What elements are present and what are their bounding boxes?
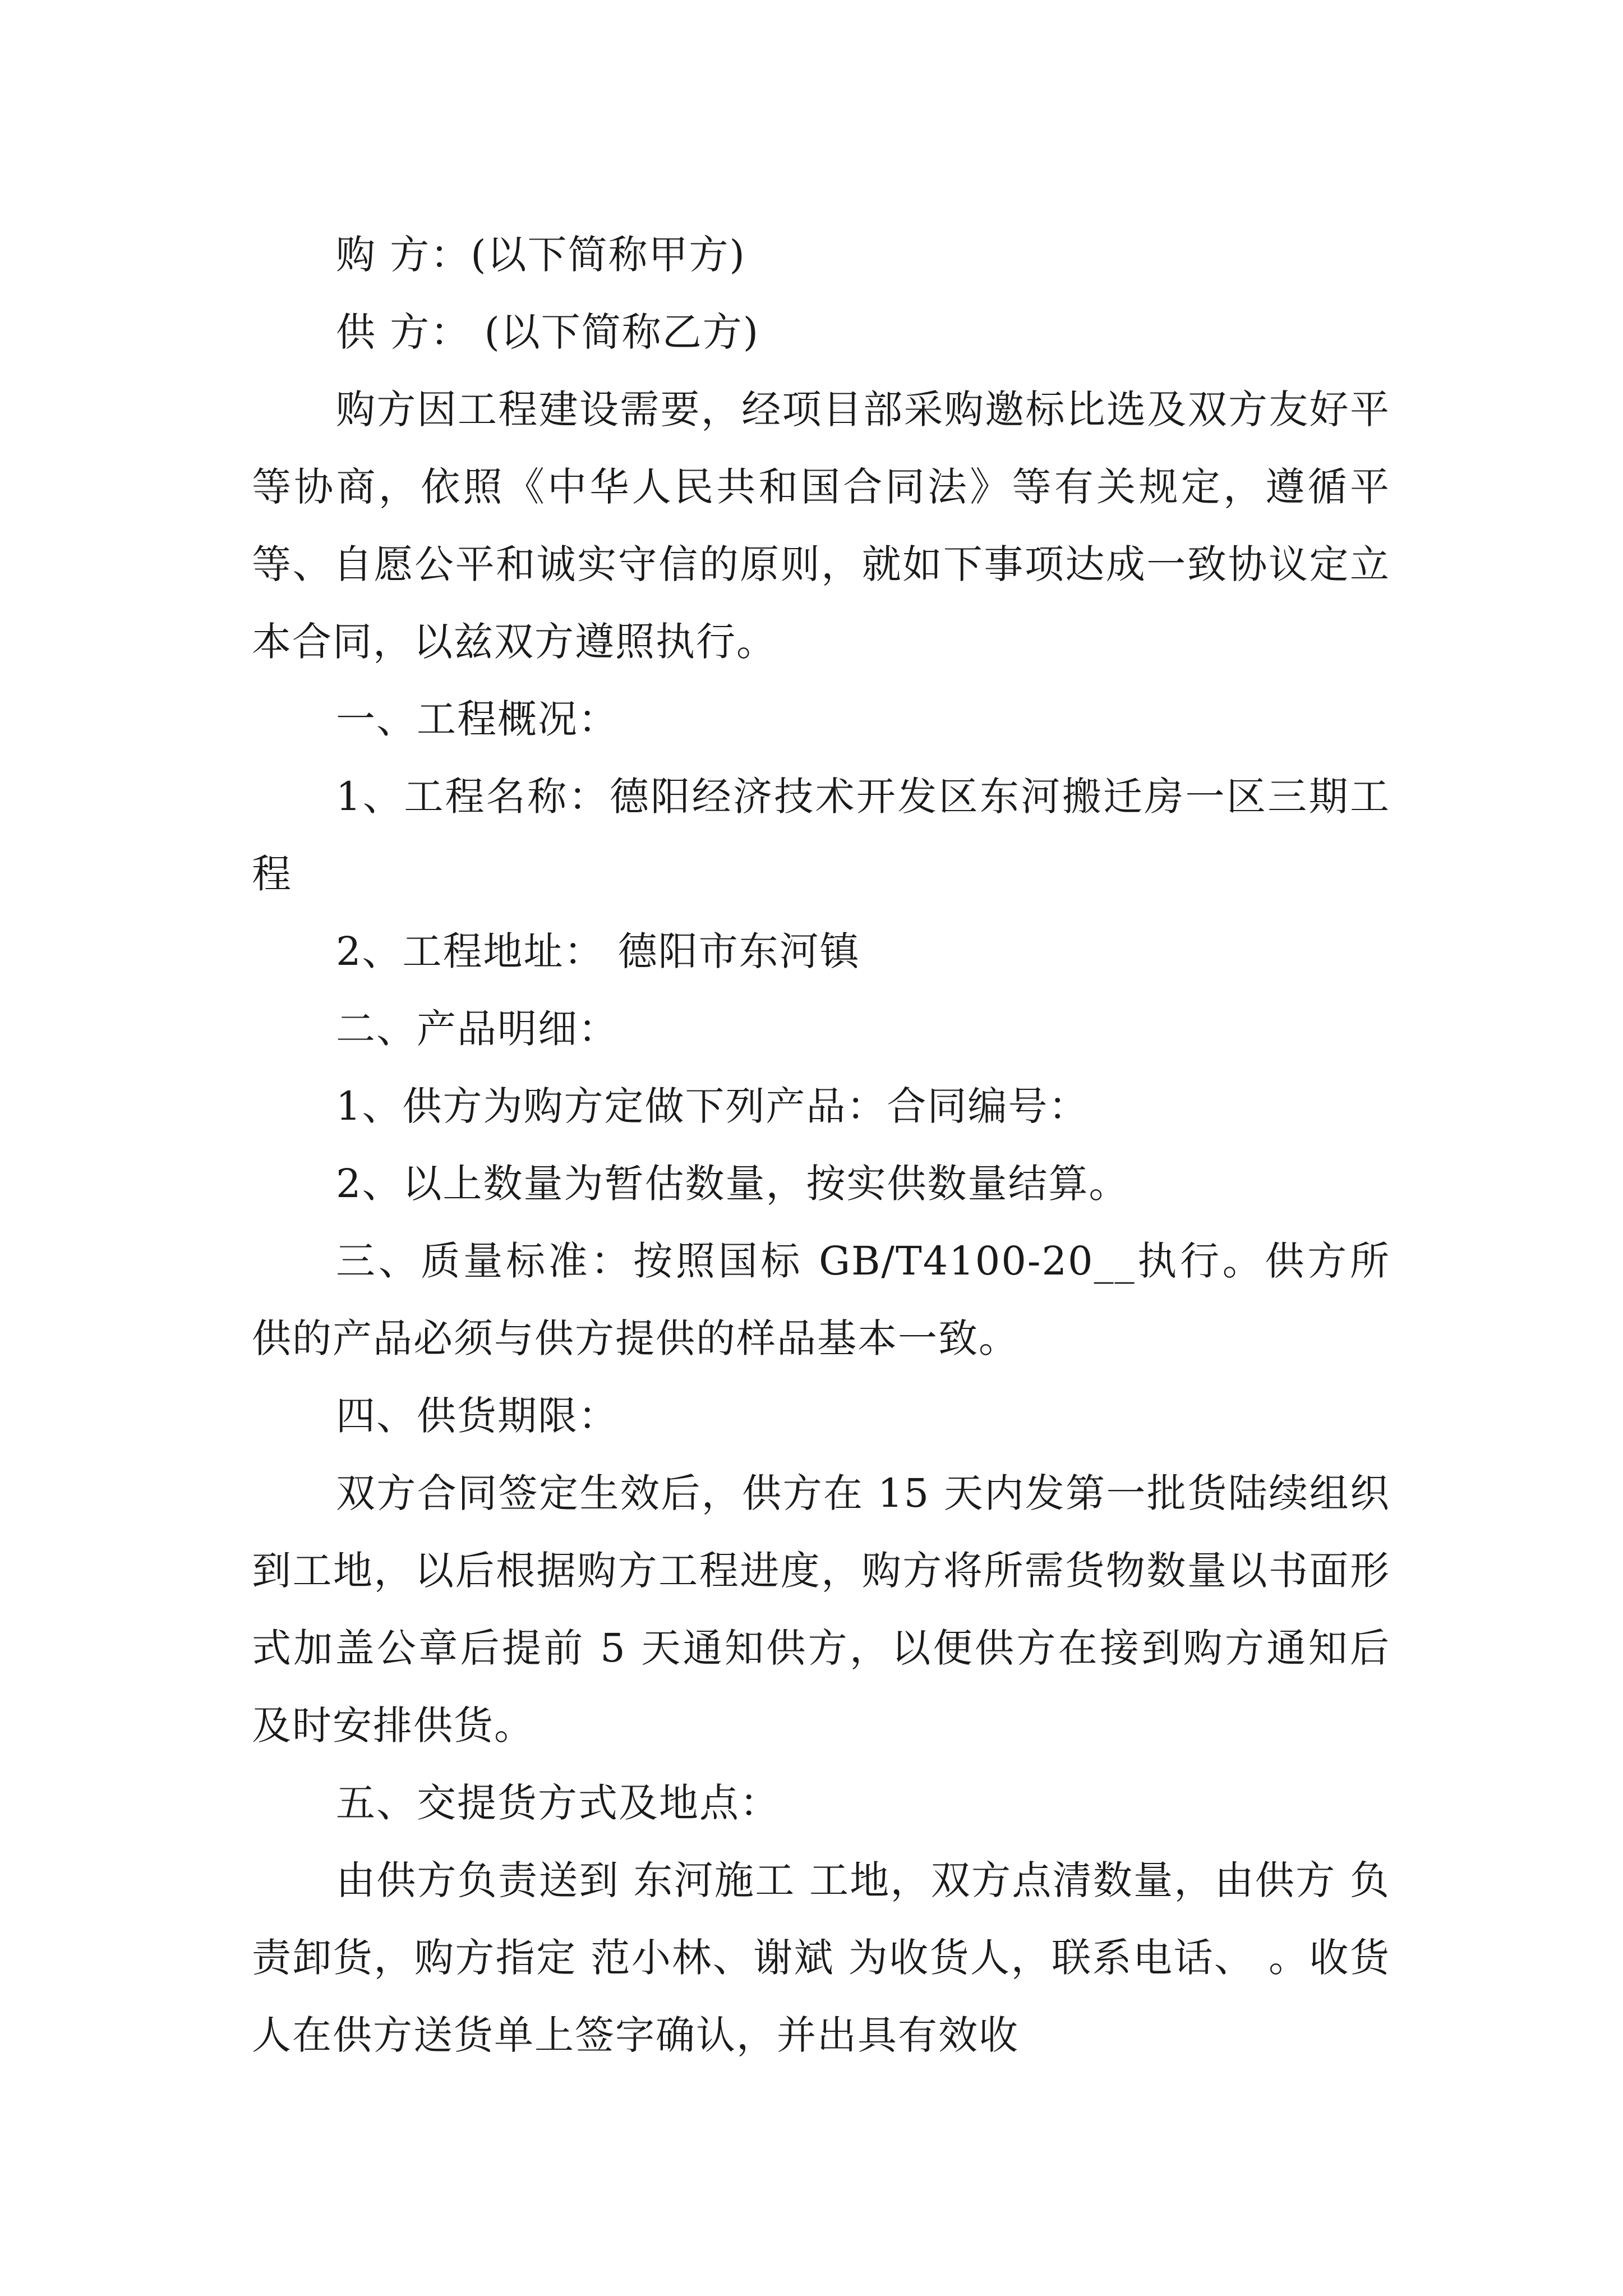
project-address-paragraph: 2、工程地址： 德阳市东河镇 [336,928,860,974]
section-heading-delivery-period: 四、供货期限： [336,1393,619,1439]
section-heading-product-details: 二、产品明细： [336,1006,619,1052]
delivery-method-paragraph: 由供方负责送到 东河施工 工地，双方点清数量，由供方 负责卸货，购方指定 范小林、谢斌 为收货人，联系电话、 。收货人在供方送货单上签字确认，并出具有效收 [252,1857,1390,2058]
project-name-paragraph: 1、工程名称：德阳经济技术开发区东河搬迁房一区三期工程 [252,774,1390,897]
quality-standard-paragraph: 三、质量标准：按照国标 GB/T4100-20__执行。供方所供的产品必须与供方提供的样品基本一致。 [252,1238,1390,1361]
product-list-paragraph: 1、供方为购方定做下列产品：合同编号： [336,1083,1089,1129]
document-body [252,216,1390,2074]
buyer-line: 购 方：(以下简称甲方) [336,232,746,278]
supplier-line: 供 方： (以下简称乙方) [336,309,760,355]
delivery-period-paragraph: 双方合同签定生效后，供方在 15 天内发第一批货陆续组织到工地，以后根据购方工程进度，购方将所需货物数量以书面形式加盖公章后提前 5 天通知供方，以便供方在接到购方通知后及时安排供货。 [252,1470,1390,1749]
section-heading-delivery-method: 五、交提货方式及地点： [336,1780,780,1826]
quantity-note-paragraph: 2、以上数量为暂估数量，按实供数量结算。 [336,1161,1129,1207]
preamble-paragraph: 购方因工程建设需要，经项目部采购邀标比选及双方友好平等协商，依照《中华人民共和国合同法》等有关规定，遵循平等、自愿公平和诚实守信的原则，就如下事项达成一致协议定立本合同，以兹双方遵照执行。 [252,386,1390,665]
section-heading-project-overview: 一、工程概况： [336,696,619,742]
